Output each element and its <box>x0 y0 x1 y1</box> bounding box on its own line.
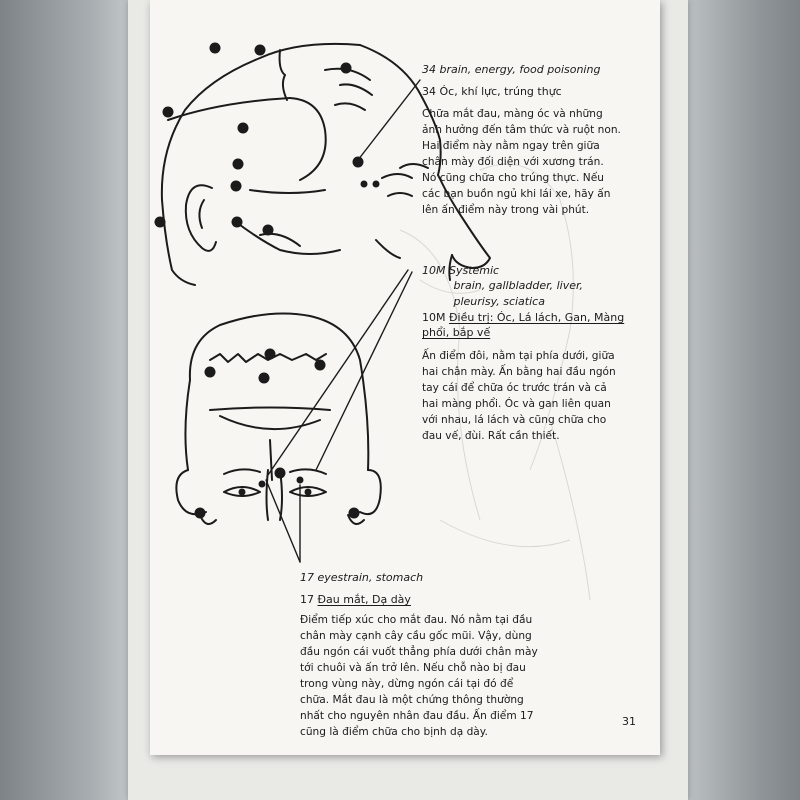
section-17-vietnamese-heading <box>300 592 411 607</box>
page-number: 31 <box>622 715 636 728</box>
section-17-heading-text: Đau mắt, Dạ dày <box>317 593 411 606</box>
section-34-english-heading: 34 brain, energy, food poisoning <box>422 63 601 76</box>
section-10m-body: Ấn điểm đôi, nằm tại phía dưới, giữa hai chân mày. Ấn bằng hai đầu ngón tay cái để chữa óc trước trán và cả hai màng phổi. Óc và gan liên quan với nhau, lá lách và cũng chữa cho đau vế, đùi. Rất cần thiết. <box>422 350 616 442</box>
section-17-english-heading: 17 eyestrain, stomach <box>300 571 424 584</box>
section-10m-vietnamese-heading <box>422 310 624 341</box>
book-page <box>150 0 660 755</box>
section-17-number: 17 <box>300 593 318 606</box>
section-10m-number: 10M <box>422 311 449 324</box>
section-34-vietnamese-heading: 34 Óc, khí lực, trúng thực <box>422 85 562 98</box>
section-17-body: Điểm tiếp xúc cho mắt đau. Nó nằm tại đầu chân mày cạnh cây cầu gốc mũi. Vậy, dùng đầu ngón cái vuốt thẳng phía dưới chân mày tới chuôi và ấn trở lên. Nếu chỗ nào bị đau trong vùng này, dừng ngón cái tại đó để chữa. Mắt đau là một chứng thông thường nhất cho nguyên nhân đau đầu. Ấn điểm 17 cũng là điểm chữa cho bịnh dạ dày. <box>300 614 538 738</box>
section-34-body: Chữa mắt đau, màng óc và những ảnh hưởng đến tâm thức và ruột non. Hai điểm này nằm ngay trên giữa chân mày đối diện với xương trán. Nó cũng chữa cho trúng thực. Nếu các bạn buồn ngủ khi lái xe, hãy ấn lên ấn điểm này trong vài phút. <box>422 108 621 216</box>
section-10m-heading-text: Điều trị: Óc, Lá lách, Gan, Màng phổi, bắp vế <box>422 311 625 340</box>
ear <box>186 185 216 251</box>
section-10m-english-heading: 10M Systemic brain, gallbladder, liver, pleurisy, sciatica <box>422 264 584 308</box>
profile-head-outline <box>162 44 360 285</box>
front-head-outline <box>190 313 368 470</box>
